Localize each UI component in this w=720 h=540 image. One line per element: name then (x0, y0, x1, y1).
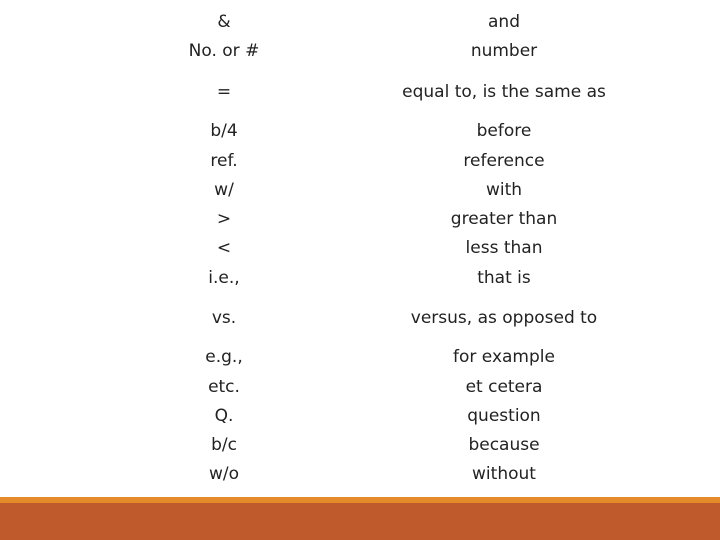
meaning: and (488, 12, 520, 32)
abbreviation: e.g., (205, 347, 243, 367)
table-row (0, 147, 720, 176)
meaning: before (476, 121, 532, 141)
abbreviation: w/o (208, 464, 240, 484)
table-row (0, 205, 720, 234)
meaning: versus, as opposed to (410, 308, 598, 328)
table-row (0, 37, 720, 66)
abbreviation: vs. (211, 308, 237, 328)
abbreviation: < (216, 238, 232, 258)
table-row (0, 304, 720, 333)
abbreviation: etc. (208, 377, 240, 397)
meaning: that is (477, 268, 531, 288)
meaning: question (467, 406, 541, 426)
table-row (0, 176, 720, 205)
abbreviation: = (216, 82, 232, 102)
abbreviation: w/ (214, 180, 234, 200)
table-row (0, 234, 720, 263)
abbreviation: ref. (210, 151, 238, 171)
abbreviation: > (216, 209, 232, 229)
table-row (0, 8, 720, 37)
abbreviation: No. or # (188, 41, 260, 61)
meaning: greater than (450, 209, 558, 229)
meaning: without (472, 464, 536, 484)
meaning: reference (463, 151, 545, 171)
table-row (0, 264, 720, 293)
meaning: for example (453, 347, 555, 367)
table-row (0, 431, 720, 460)
abbreviation: b/c (211, 435, 237, 455)
footer-bar (0, 503, 720, 540)
meaning: equal to, is the same as (402, 82, 606, 102)
table-row (0, 460, 720, 489)
abbreviation: b/4 (210, 121, 238, 141)
table-row (0, 373, 720, 402)
meaning: et cetera (465, 377, 543, 397)
table-row (0, 78, 720, 107)
table-row (0, 402, 720, 431)
abbreviation: i.e., (208, 268, 240, 288)
table-row (0, 117, 720, 146)
abbreviation: Q. (214, 406, 234, 426)
meaning: because (468, 435, 540, 455)
abbreviation: & (217, 12, 231, 32)
meaning: number (470, 41, 538, 61)
meaning: with (485, 180, 523, 200)
meaning: less than (465, 238, 543, 258)
table-row (0, 343, 720, 372)
